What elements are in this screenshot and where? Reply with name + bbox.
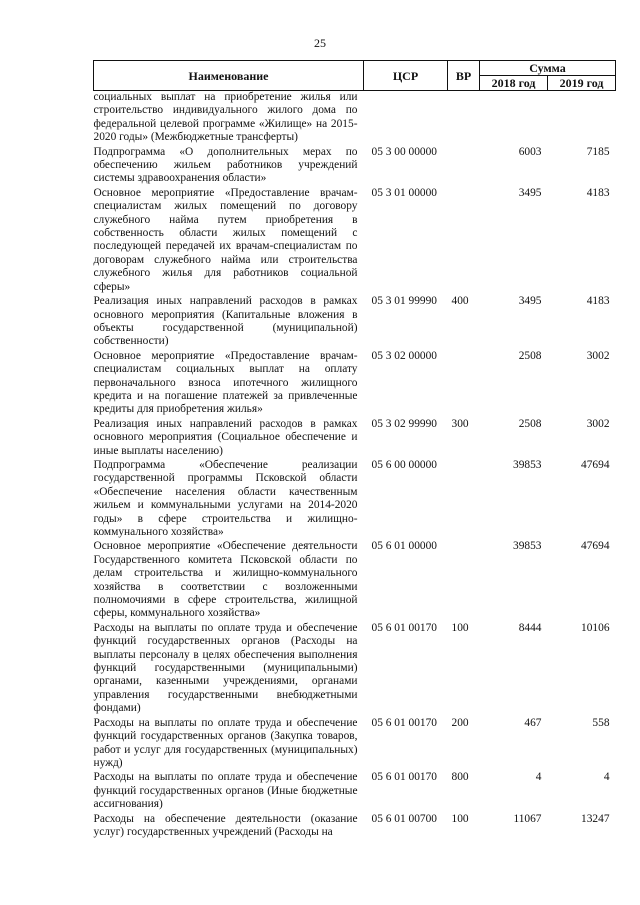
row-sum-2019: 3002 [586,349,610,362]
page-number: 25 [314,36,326,50]
row-vr [448,350,480,418]
table-header [94,61,616,91]
row-vr: 200 [451,716,469,729]
row-csr: 05 6 01 00170 [371,771,437,784]
row-sum-2018: 2508 [518,417,542,430]
row-csr: 05 6 01 00700 [371,812,437,825]
header-year-2018: 2018 год [480,76,548,91]
row-sum-2019: 4 [603,771,610,784]
row-name: Расходы на выплаты по оплате труда и обеспечение функций государственных органов (Иные бюджетные ассигнования) [93,771,358,811]
header-vr: ВР [448,61,480,91]
row-sum-2019: 10106 [581,621,610,634]
budget-table [93,60,616,840]
row-sum-2019: 7185 [586,145,610,158]
row-vr: 100 [451,621,469,634]
table-row [94,91,616,146]
table-body [94,91,616,841]
row-vr: 800 [451,771,469,784]
row-sum-2018: 3495 [518,295,542,308]
row-sum-2018: 4 [535,771,542,784]
table-row [94,459,616,540]
table-row [94,350,616,418]
table-row [94,418,616,459]
row-sum-2018: 39853 [513,458,542,471]
row-vr: 100 [451,812,469,825]
row-name: Основное мероприятие «Предоставление врачам-специалистам жилых помещений по договору служебного найма путем приобретения в собственность области жилых помещений с последующей передачей их врачам-специалистам по договорам служебного найма или строительства служебного жилья для работников социальной сферы» [93,186,358,293]
header-csr: ЦСР [364,61,448,91]
row-name: Подпрограмма «О дополнительных мерах по обеспечению жильем работников учреждений системы здравоохранения области» [93,145,358,185]
row-sum-2018: 6003 [518,145,542,158]
row-csr: 05 3 01 99990 [371,295,437,308]
row-csr: 05 6 00 00000 [371,458,437,471]
table-row [94,622,616,717]
header-name: Наименование [94,61,364,91]
row-name: Расходы на выплаты по оплате труда и обеспечение функций государственных органов (Расходы на выплаты персоналу в целях обеспечения выполнения функций государственными (муниципальными) органами, казенными учреждениями, органами управления государственными внебюджетными фондами) [93,621,358,715]
row-name: Реализация иных направлений расходов в рамках основного мероприятия (Капитальные вложения в объекты государственной (муниципальной) собственности) [93,295,358,348]
table-row [94,813,616,841]
row-vr [448,91,480,146]
row-sum-2019 [548,91,616,146]
row-name: Расходы на выплаты по оплате труда и обеспечение функций государственных органов (Закупка товаров, работ и услуг для государственных (муниципальных) нужд) [93,716,358,769]
row-sum-2019: 558 [592,716,610,729]
row-sum-2019: 47694 [581,540,610,553]
row-csr: 05 3 02 99990 [371,417,437,430]
table-row [94,187,616,295]
row-csr: 05 6 01 00000 [371,540,437,553]
row-sum-2018: 467 [524,716,542,729]
row-csr: 05 6 01 00170 [371,716,437,729]
row-name: Реализация иных направлений расходов в рамках основного мероприятия (Социальное обеспечение и иные выплаты населению) [93,417,358,457]
row-vr: 400 [451,295,469,308]
row-sum-2019: 4183 [586,295,610,308]
row-sum-2018: 11067 [513,812,542,825]
row-vr [448,146,480,187]
row-sum-2018: 3495 [518,186,542,199]
row-csr: 05 3 01 00000 [371,186,437,199]
row-sum-2019: 13247 [581,812,610,825]
row-sum-2019: 47694 [581,458,610,471]
row-sum-2019: 4183 [586,186,610,199]
row-csr: 05 3 02 00000 [371,349,437,362]
header-year-2019: 2019 год [548,76,616,91]
row-csr: 05 3 00 00000 [371,145,437,158]
row-vr [448,459,480,540]
row-sum-2019: 3002 [586,417,610,430]
table-row [94,540,616,621]
table-row [94,717,616,772]
row-sum-2018: 39853 [513,540,542,553]
row-name: Расходы на обеспечение деятельности (оказание услуг) государственных учреждений (Расходы на [93,812,358,838]
table-row [94,295,616,350]
header-sum: Сумма [480,61,616,76]
row-sum-2018 [480,91,548,146]
row-sum-2018: 2508 [518,349,542,362]
table-row [94,146,616,187]
row-vr [448,187,480,295]
row-name: Подпрограмма «Обеспечение реализации государственной программы Псковской области «Обеспечение населения области качественным жильем и коммунальными услугами на 2014-2020 годы» в сфере строительства и жилищно-коммунального хозяйства» [93,458,358,538]
row-vr: 300 [451,417,469,430]
row-vr [448,540,480,621]
row-csr [364,91,448,146]
row-name: Основное мероприятие «Предоставление врачам-специалистам социальных выплат на оплату первоначального взноса ипотечного жилищного кредита и на погашение платежей за привлеченные кредиты для приобретения жилья» [93,349,358,416]
row-csr: 05 6 01 00170 [371,621,437,634]
table-row [94,771,616,812]
row-name: социальных выплат на приобретение жилья или строительство индивидуального жилого дома по федеральной целевой программе «Жилище» на 2015-2020 годы» (Межбюджетные трансферты) [93,91,358,144]
row-sum-2018: 8444 [518,621,542,634]
row-name: Основное мероприятие «Обеспечение деятельности Государственного комитета Псковской области по делам строительства и жилищно-коммунального хозяйства в соответствии с возложенными полномочиями в сфере строительства, жилищной сферы, коммунального хозяйства» [93,540,358,620]
